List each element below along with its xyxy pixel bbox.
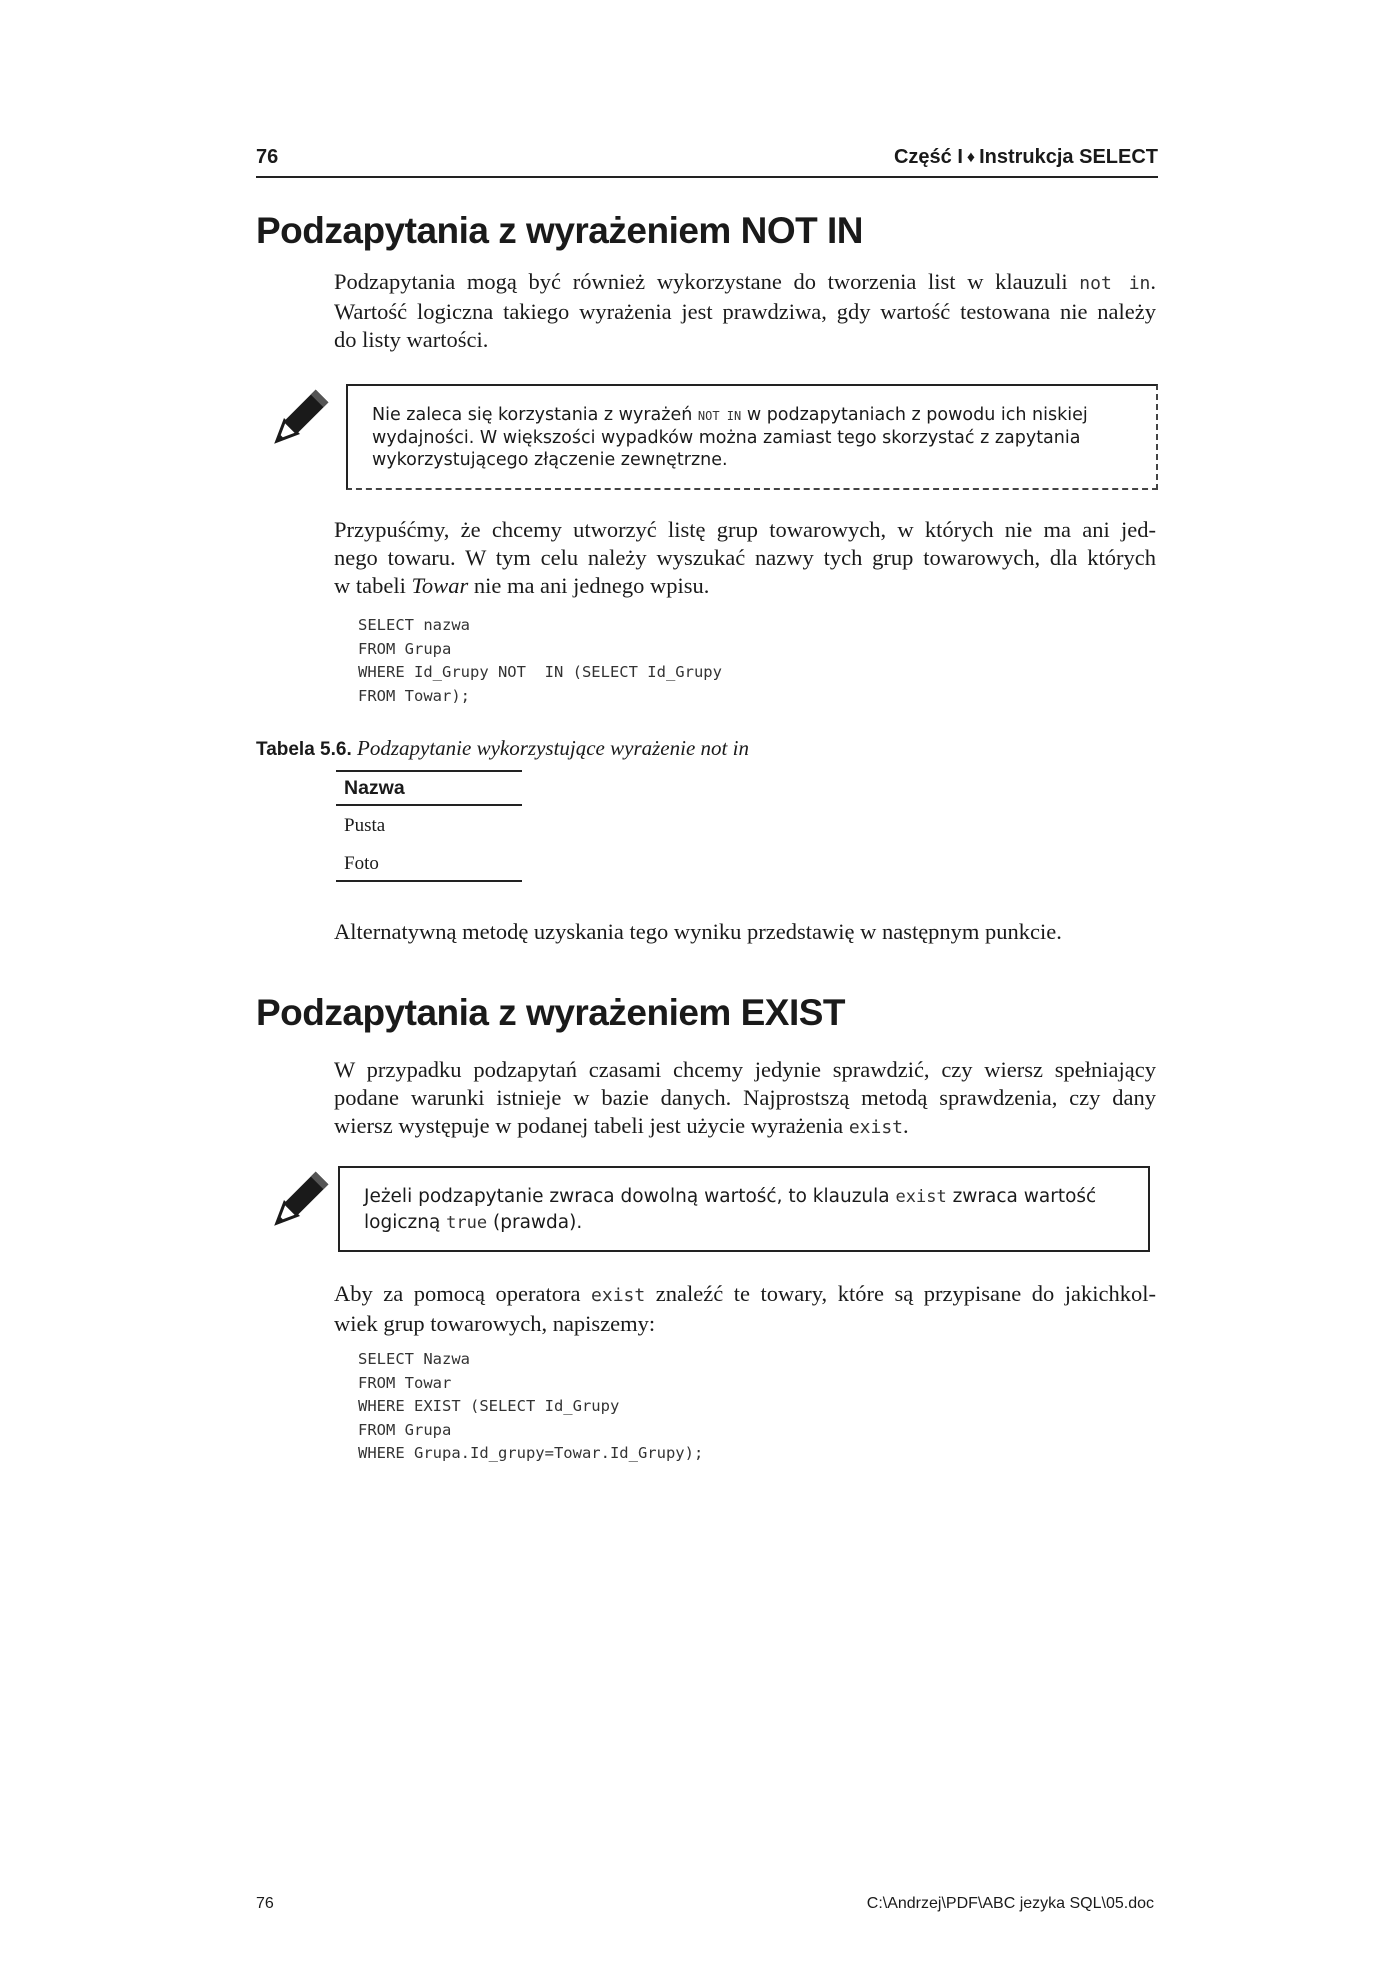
inline-code: NOT IN [697, 409, 742, 423]
inline-code: not in [1079, 273, 1151, 294]
table-caption-label: Tabela 5.6. [256, 739, 352, 760]
text-run: znaleźć te towary, które są przypisane do jakichkol- [645, 1281, 1156, 1306]
section2-example-paragraph [334, 1280, 1156, 1338]
diamond-separator-icon: ♦ [966, 149, 976, 166]
footer-page-number: 76 [256, 1895, 274, 1912]
code-listing-exist [358, 1348, 703, 1466]
paragraph-line: W przypadku podzapytań czasami chcemy jedynie sprawdzić, czy wiersz spełniający [334, 1057, 1156, 1082]
section2-intro-paragraph [334, 1056, 1156, 1142]
text-run: logiczną [364, 1212, 447, 1233]
section-title-exist: Podzapytania z wyrażeniem EXIST [256, 992, 846, 1033]
note-box-exist [338, 1166, 1150, 1252]
note-line [364, 1184, 1128, 1210]
code-line: FROM Grupa [358, 639, 452, 658]
section-title-not-in: Podzapytania z wyrażeniem NOT IN [256, 210, 863, 251]
header-chapter-info [894, 146, 1158, 169]
header-part-label: Część I [893, 146, 963, 168]
text-run: nie ma ani jednego wpisu. [468, 573, 710, 598]
inline-code: exist [591, 1285, 646, 1306]
paragraph-line: podane warunki istnieje w bazie danych. Najprostszą metodą sprawdzenia, czy dany [334, 1085, 1156, 1110]
paragraph-line: nego towaru. W tym celu należy wyszukać nazwy tych grup towarowych, dla których [334, 545, 1156, 570]
paragraph-line [334, 1280, 1156, 1310]
footer-file-path: C:\Andrzej\PDF\ABC jezyka SQL\05.doc [866, 1895, 1154, 1912]
text-run: w podzapytaniach z powodu ich niskiej [741, 405, 1088, 425]
paragraph-line [334, 572, 1156, 600]
text-run: . [1150, 269, 1156, 294]
text-run: (prawda). [487, 1212, 583, 1233]
text-run: Nie zaleca się korzystania z wyrażeń [372, 405, 698, 425]
code-line: FROM Grupa [358, 1420, 452, 1439]
text-run: w tabeli [334, 573, 412, 598]
section1-closing-paragraph [334, 918, 1156, 946]
header-page-number: 76 [256, 146, 279, 168]
code-line: WHERE EXIST (SELECT Id_Grupy [358, 1397, 620, 1415]
text-run: . [903, 1113, 909, 1138]
code-line: SELECT nazwa [358, 616, 470, 634]
table-row: Pusta [344, 815, 386, 836]
inline-code: true [446, 1213, 488, 1233]
code-listing-not-in [358, 614, 722, 708]
code-line: WHERE Grupa.Id_grupy=Towar.Id_Grupy); [358, 1444, 704, 1462]
section1-example-paragraph [334, 516, 1156, 600]
paragraph-line [334, 268, 1156, 298]
text-run: Podzapytania mogą być również wykorzystane do tworzenia list w klauzuli [334, 269, 1080, 294]
table-caption [256, 736, 749, 761]
italic-table-name: Towar [411, 573, 469, 598]
paragraph-line: Przypuśćmy, że chcemy utworzyć listę grup towarowych, w których nie ma ani jed- [334, 517, 1156, 542]
paragraph-line: Wartość logiczna takiego wyrażenia jest prawdziwa, gdy wartość testowana nie należy [334, 299, 1156, 324]
text-run: Aby za pomocą operatora [334, 1281, 592, 1306]
note-box-performance [346, 384, 1158, 490]
paragraph-line [334, 1112, 1156, 1142]
table-row: Foto [336, 844, 522, 882]
code-line: FROM Towar [358, 1373, 452, 1392]
note-line [372, 404, 1136, 427]
header-chapter-title: Instrukcja SELECT [979, 146, 1158, 168]
code-line: SELECT Nazwa [358, 1350, 470, 1368]
paragraph-line: do listy wartości. [334, 327, 489, 352]
pencil-note-icon [262, 1166, 334, 1238]
pencil-note-icon [262, 384, 334, 456]
text-run: zwraca wartość [946, 1186, 1097, 1207]
table-caption-text: Podzapytanie wykorzystujące wyrażenie not in [357, 736, 749, 760]
inline-code: exist [848, 1117, 903, 1138]
result-table [336, 770, 522, 882]
paragraph-line: Alternatywną metodę uzyskania tego wyniku przedstawię w następnym punkcie. [334, 919, 1062, 944]
paragraph-line: wiek grup towarowych, napiszemy: [334, 1311, 656, 1336]
text-run: wiersz występuje w podanej tabeli jest użycie wyrażenia [334, 1113, 849, 1138]
table-header-cell: Nazwa [336, 770, 522, 806]
code-line: FROM Towar); [358, 686, 470, 705]
code-line: WHERE Id_Grupy NOT IN (SELECT Id_Grupy [358, 663, 722, 681]
note-line: wykorzystującego złączenie zewnętrzne. [372, 450, 728, 470]
running-header [256, 146, 1158, 178]
text-run: Jeżeli podzapytanie zwraca dowolną wartość, to klauzula [364, 1186, 896, 1207]
note-line: wydajności. W większości wypadków można zamiast tego skorzystać z zapytania [372, 428, 1081, 448]
section1-intro-paragraph [334, 268, 1156, 354]
inline-code: exist [895, 1187, 947, 1207]
note-line [364, 1210, 1128, 1236]
